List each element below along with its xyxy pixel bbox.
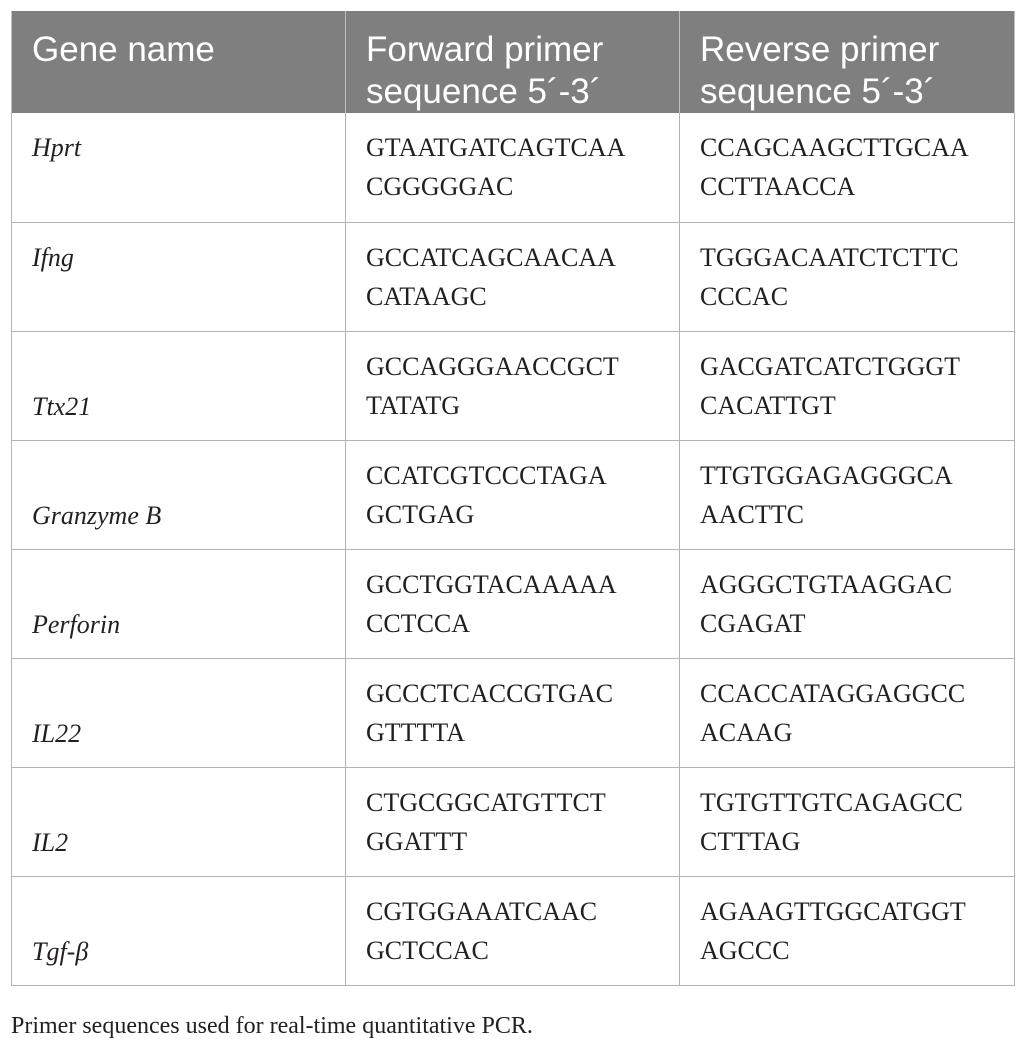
forward-primer-cell: GCCAGGGAACCGCT TATATG xyxy=(346,331,680,440)
forward-primer-cell: CCATCGTCCCTAGA GCTGAG xyxy=(346,440,680,549)
table-row xyxy=(12,331,1015,440)
reverse-primer-cell: GACGATCATCTGGGT CACATTGT xyxy=(680,331,1015,440)
reverse-primer-cell: TGGGACAATCTCTTC CCCAC xyxy=(680,222,1015,331)
header-gene-name: Gene name xyxy=(12,11,346,113)
table-row xyxy=(12,440,1015,549)
gene-name-cell: Hprt xyxy=(12,113,346,222)
gene-name-cell: IL22 xyxy=(12,658,346,767)
reverse-primer-cell: CCAGCAAGCTTGCAA CCTTAACCA xyxy=(680,113,1015,222)
table-caption: Primer sequences used for real-time quantitative PCR. xyxy=(11,1013,533,1039)
table-row xyxy=(12,222,1015,331)
reverse-primer-cell: TTGTGGAGAGGGCA AACTTC xyxy=(680,440,1015,549)
table-row xyxy=(12,549,1015,658)
gene-name-cell: Ttx21 xyxy=(12,331,346,440)
gene-name-cell: Ifng xyxy=(12,222,346,331)
table-row xyxy=(12,767,1015,876)
forward-primer-cell: CTGCGGCATGTTCT GGATTT xyxy=(346,767,680,876)
header-row xyxy=(12,11,1015,113)
reverse-primer-cell: AGAAGTTGGCATGGT AGCCC xyxy=(680,876,1015,985)
table-row xyxy=(12,876,1015,985)
header-reverse-primer: Reverse primer sequence 5´-3´ xyxy=(680,11,1015,113)
forward-primer-cell: GCCATCAGCAACAA CATAAGC xyxy=(346,222,680,331)
primer-table xyxy=(11,11,1015,986)
table-row xyxy=(12,658,1015,767)
gene-name-cell: Granzyme B xyxy=(12,440,346,549)
reverse-primer-cell: CCACCATAGGAGGCC ACAAG xyxy=(680,658,1015,767)
header-forward-primer: Forward primer sequence 5´-3´ xyxy=(346,11,680,113)
table-header xyxy=(12,11,1015,113)
reverse-primer-cell: AGGGCTGTAAGGAC CGAGAT xyxy=(680,549,1015,658)
forward-primer-cell: GTAATGATCAGTCAA CGGGGGAC xyxy=(346,113,680,222)
forward-primer-cell: GCCTGGTACAAAAA CCTCCA xyxy=(346,549,680,658)
gene-name-cell: IL2 xyxy=(12,767,346,876)
forward-primer-cell: CGTGGAAATCAAC GCTCCAC xyxy=(346,876,680,985)
gene-name-cell: Tgf-β xyxy=(12,876,346,985)
primer-table-container xyxy=(11,11,1014,986)
table-body xyxy=(12,113,1015,985)
table-row xyxy=(12,113,1015,222)
forward-primer-cell: GCCCTCACCGTGAC GTTTTA xyxy=(346,658,680,767)
gene-name-cell: Perforin xyxy=(12,549,346,658)
reverse-primer-cell: TGTGTTGTCAGAGCC CTTTAG xyxy=(680,767,1015,876)
